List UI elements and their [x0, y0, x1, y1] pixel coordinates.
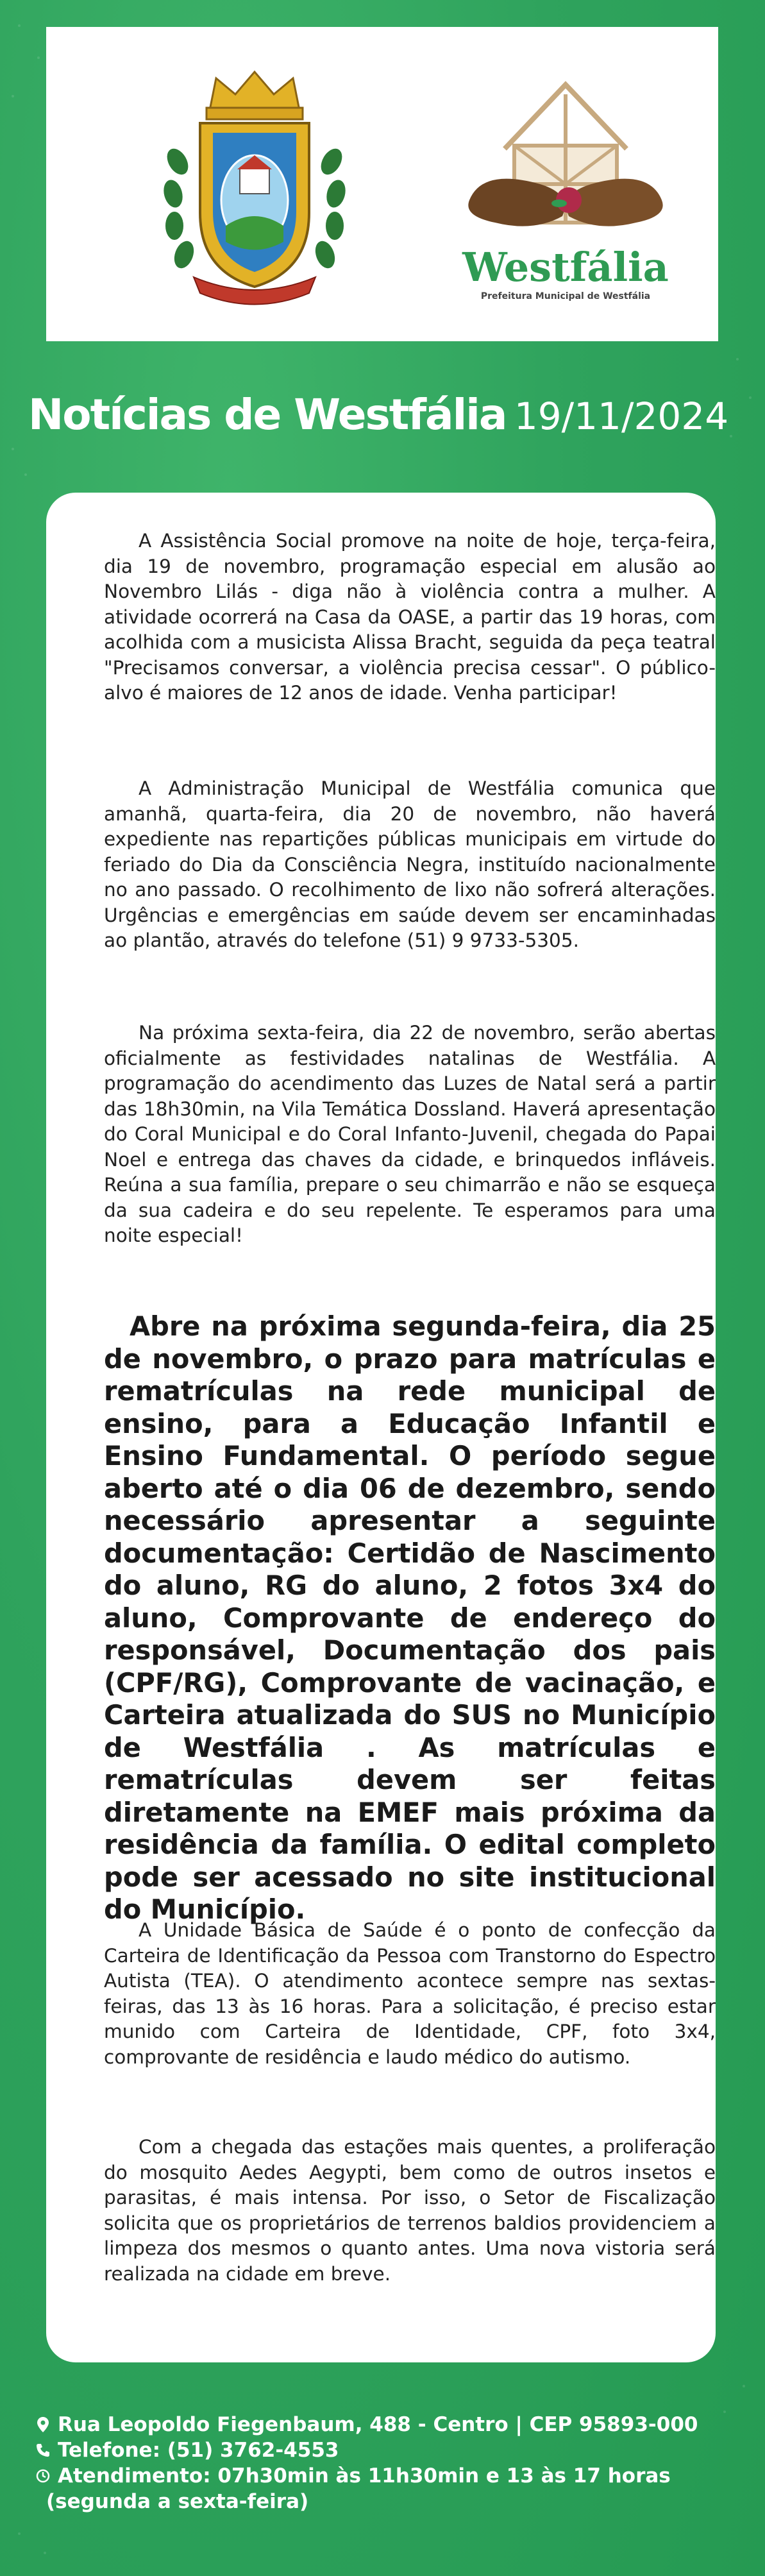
news-paragraph-1: A Assistência Social promove na noite de hoje, terça-feira, dia 19 de novembro, programação especial em alusão ao Novembro Lilás - diga não à violência contra a mulher. A atividade ocorrerá na Casa da OASE, a partir das 19 horas, com acolhida com a musicista Alissa Bracht, seguida da peça teatral "Precisamos conversar, a violência precisa cessar". O público-alvo é maiores de 12 anos de idade. Venha participar! — [104, 530, 716, 704]
footer-hours-row — [33, 2463, 745, 2489]
news-paragraph-3: Na próxima sexta-feira, dia 22 de novembro, serão abertas oficialmente as festividades natalinas de Westfália. A programação do acendimento das Luzes de Natal será a partir das 18h30min, na Vila Temática Dossland. Haverá apresentação do Coral Municipal e do Coral Infanto-Juvenil, chegada do Papai Noel e entrega das chaves da cidade, e brinquedos infláveis. Reúna a sua família, prepare o seu chimarrão e não se esqueça da sua cadeira e do seu repelente. Te esperamos para uma noite especial! — [104, 1022, 716, 1246]
footer-hours-days: (segunda a sexta-feira) — [46, 2490, 309, 2513]
footer-phone-row — [33, 2437, 745, 2463]
municipal-crest-icon — [155, 65, 354, 309]
news-paragraph-4-highlight: Abre na próxima segunda-feira, dia 25 de novembro, o prazo para matrículas e rematrículas na rede municipal de ensino, para a Educação Infantil e Ensino Fundamental. O período segue aberto até o dia 06 de dezembro, sendo necessário apresentar a seguinte documentação: Certidão de Nascimento do aluno, RG do aluno, 2 fotos 3x4 do aluno, Comprovante de endereço do responsável, Documentação dos pais (CPF/RG), Comprovante de vacinação, e Carteira atualizada do SUS no Município de Westfália . As matrículas e rematrículas devem ser feitas diretamente na EMEF mais próxima da residência da família. O edital completo pode ser acessado no site institucional do Município. — [104, 1310, 716, 1925]
news-paragraph-5: A Unidade Básica de Saúde é o ponto de confecção da Carteira de Identificação da Pessoa com Transtorno do Espectro Autista (TEA). O atendimento acontece sempre nas sextas-feiras, das 13 às 16 horas. Para a solicitação, é preciso estar munido com Carteira de Identidade, CPF, foto 3x4, comprovante de residência e laudo médico do autismo. — [104, 1919, 716, 2068]
contact-footer — [33, 2412, 745, 2514]
logo-subtitle: Prefeitura Municipal de Westfália — [480, 291, 651, 301]
title-date: 19/11/2024 — [514, 394, 729, 438]
clock-icon — [33, 2469, 53, 2483]
news-paragraph-2: A Administração Municipal de Westfália comunica que amanhã, quarta-feira, dia 20 de novembro, não haverá expediente nas repartições públicas municipais em virtude do feriado do Dia da Consciência Negra, instituído nacionalmente no ano passado. O recolhimento de lixo não sofrerá alterações. Urgências e emergências em saúde devem ser encaminhadas ao plantão, através do telefone (51) 9 9733-5305. — [104, 777, 716, 951]
news-card — [46, 493, 716, 2362]
footer-hours: Atendimento: 07h30min às 11h30min e 13 às 17 horas — [58, 2464, 671, 2487]
logo-wordmark: Westfália — [462, 244, 669, 291]
footer-address-row — [33, 2412, 745, 2437]
header-banner — [46, 27, 718, 341]
timber-house-clogs-icon — [444, 72, 687, 245]
footer-address: Rua Leopoldo Fiegenbaum, 488 - Centro | CEP 95893-000 — [58, 2413, 698, 2436]
news-paragraph-6: Com a chegada das estações mais quentes, a proliferação do mosquito Aedes Aegypti, bem como de outros insetos e parasitas, é mais intensa. Por isso, o Setor de Fiscalização solicita que os proprietários de terrenos baldios providenciem a limpeza dos mesmos o quanto antes. Uma nova vistoria será realizada na cidade em breve. — [104, 2136, 716, 2285]
footer-phone: Telefone: (51) 3762-4553 — [58, 2439, 339, 2462]
footer-hours-days-row — [33, 2489, 745, 2514]
title-text: Notícias de Westfália — [28, 390, 507, 439]
westfalia-logo — [444, 72, 687, 316]
phone-icon — [33, 2443, 53, 2457]
location-pin-icon — [33, 2417, 53, 2432]
page-title — [28, 390, 740, 439]
